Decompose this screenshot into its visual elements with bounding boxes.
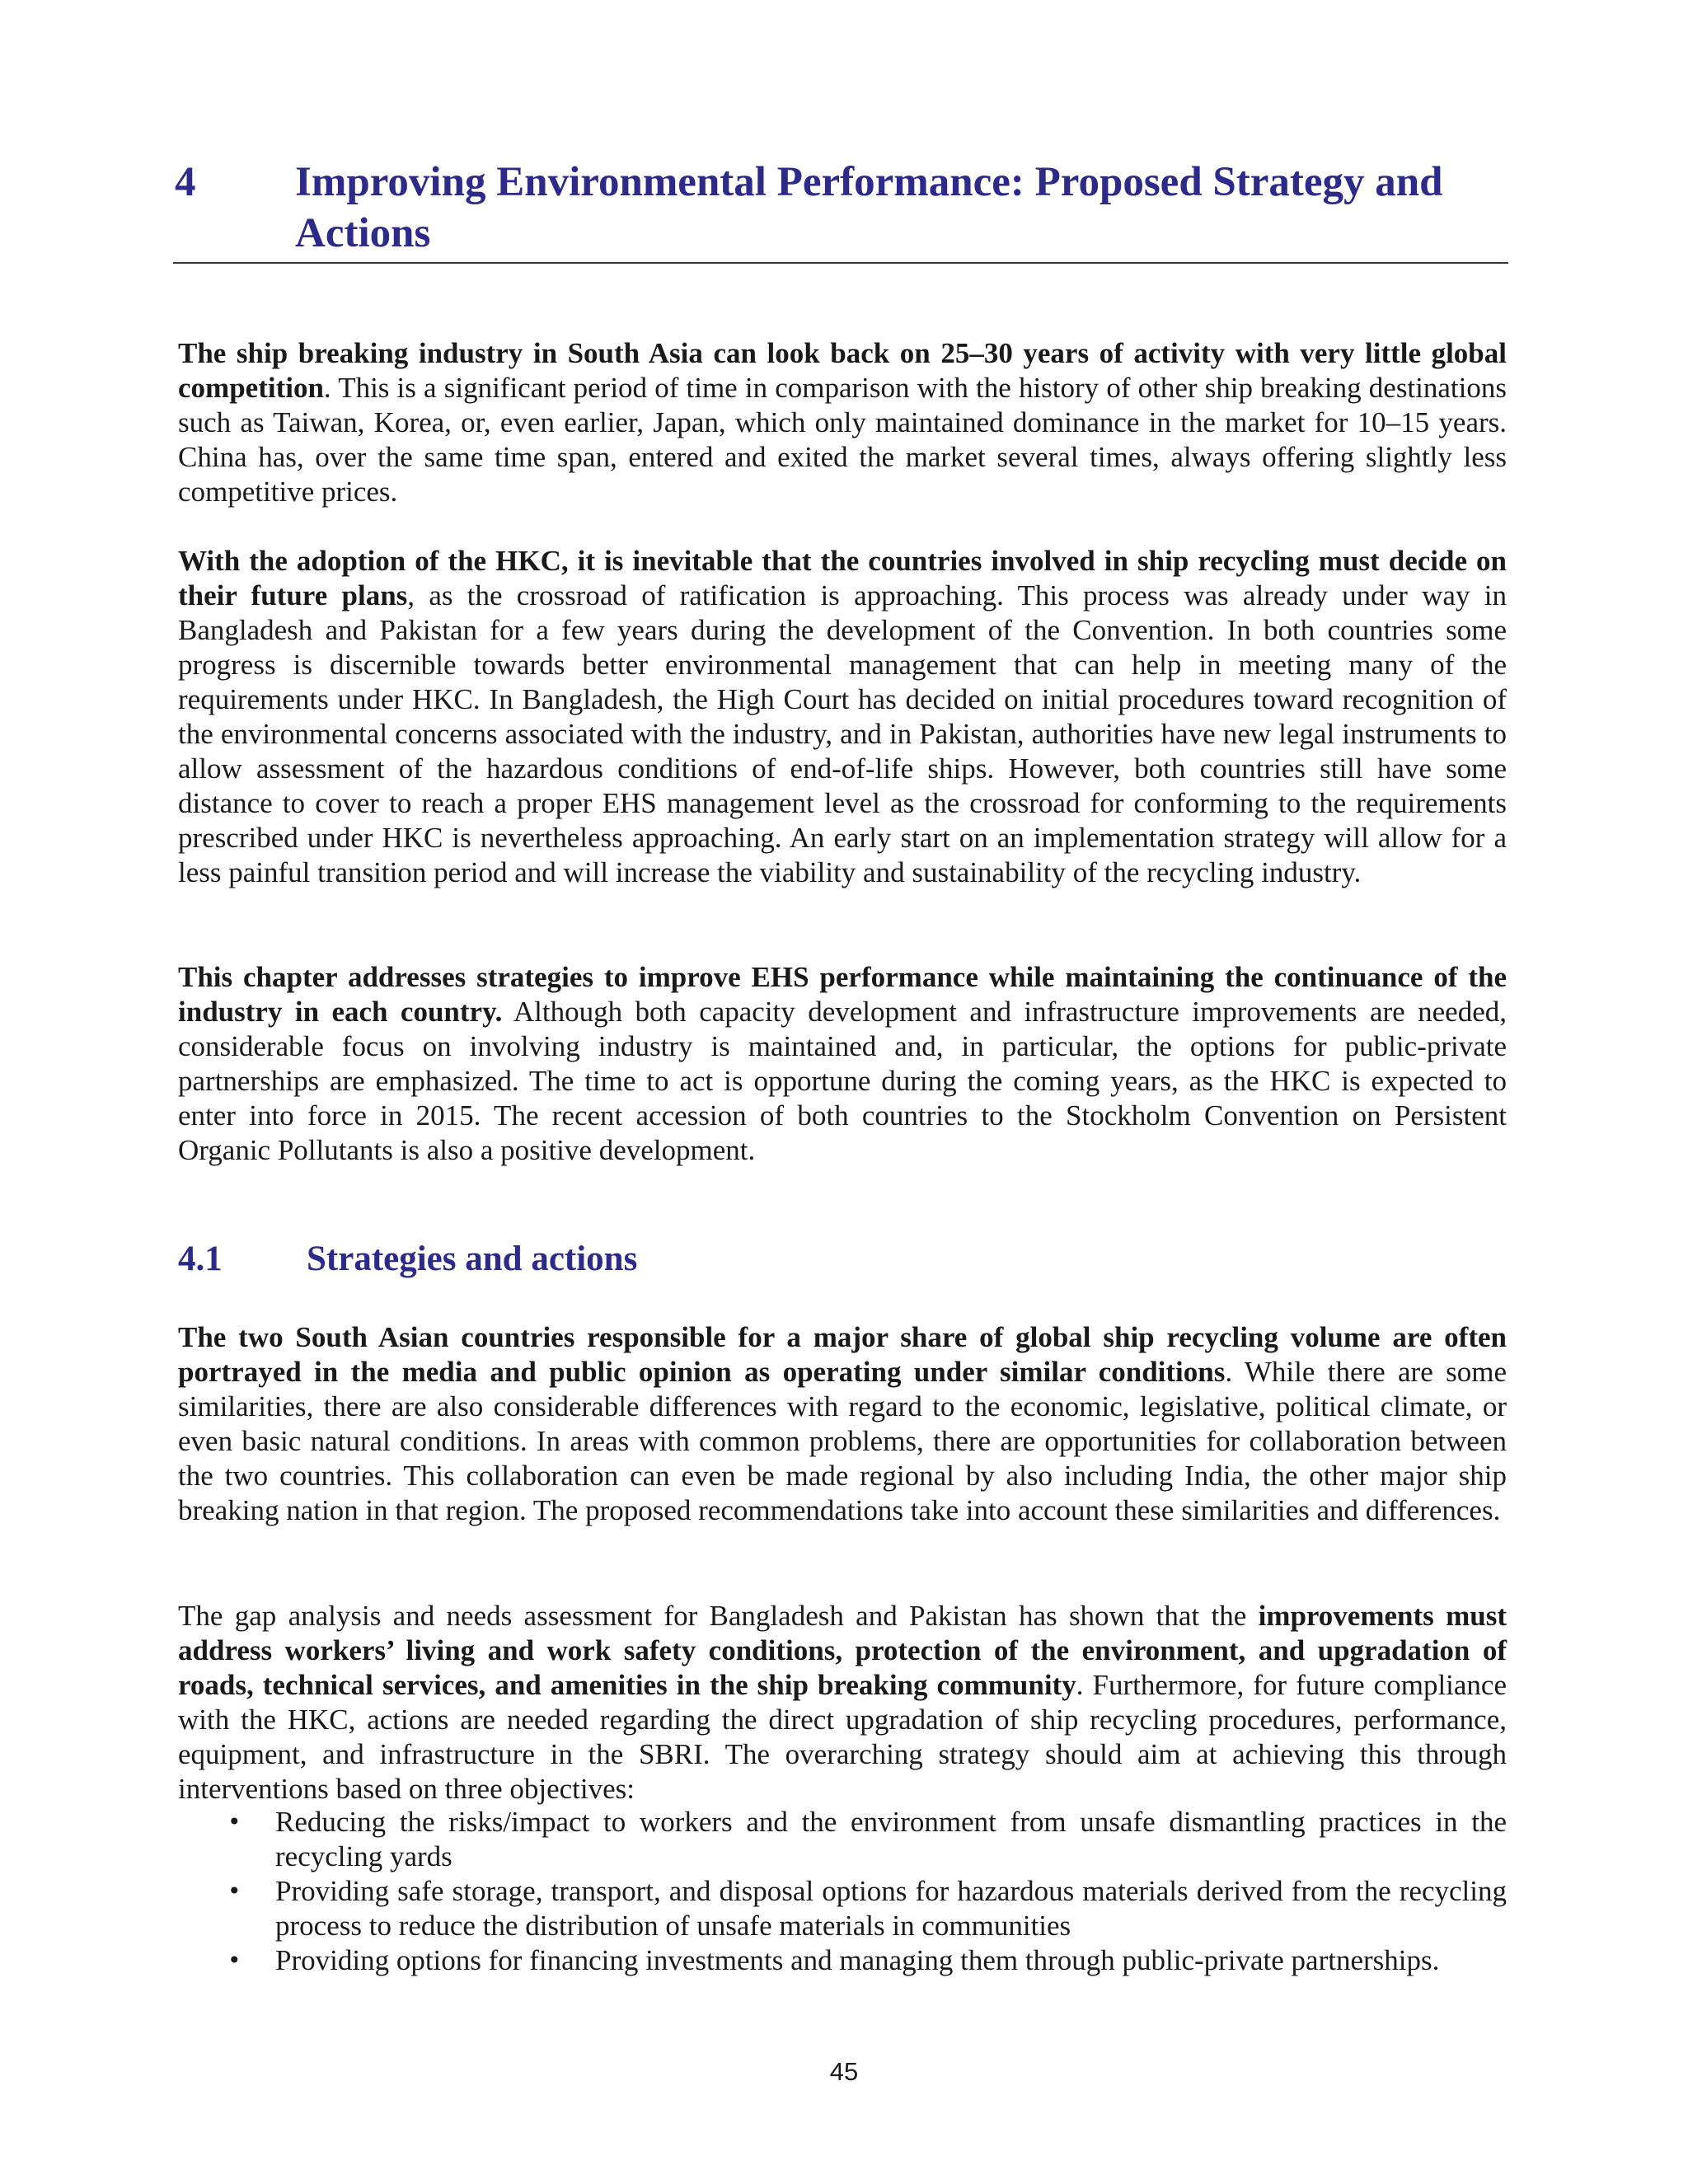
paragraph-body: Although both capacity development and infrastructure improvements are needed, considerable focus on involving industry is maintained and, in particular, the options for public-private partnerships are emphasized. The time to act is opportune during the coming years, as the HKC is expected to enter into force in 2015. The recent accession of both countries to the Stockholm Convention on Persistent Organic Pollutants is also a positive development. [178, 996, 1507, 1166]
paragraph-hkc-adoption [178, 544, 1507, 890]
paragraph-bold: improvements must address workers’ living and work safety conditions, protection of the environment, and upgradation of roads, technical services, and amenities in the ship breaking community [178, 1600, 1507, 1701]
chapter-heading-rule [173, 262, 1508, 264]
paragraph-body: , as the crossroad of ratification is approaching. This process was already under way in Bangladesh and Pakistan for a few years during the development of the Convention. In both countries some progress is discernible towards better environmental management that can help in meeting many of the requirements under HKC. In Bangladesh, the High Court has decided on initial procedures toward recognition of the environmental concerns associated with the industry, and in Pakistan, authorities have new legal instruments to allow assessment of the hazardous conditions of end-of-life ships. However, both countries still have some distance to cover to reach a proper EHS management level as the crossroad for conforming to the requirements prescribed under HKC is nevertheless approaching. An early start on an implementation strategy will allow for a less painful transition period and will increase the viability and sustainability of the recycling industry. [178, 579, 1507, 888]
list-item-text: Providing options for financing investments and managing them through public-private partnerships. [275, 1944, 1440, 1976]
section-title: Strategies and actions [307, 1240, 638, 1278]
list-item [178, 1874, 1507, 1943]
chapter-title: Improving Environmental Performance: Proposed Strategy and Actions [295, 159, 1443, 256]
paragraph-gap-analysis [178, 1599, 1507, 1807]
paragraph-lead: The gap analysis and needs assessment for Bangladesh and Pakistan has shown that the [178, 1600, 1259, 1632]
chapter-heading [175, 157, 1507, 259]
paragraph-body: . This is a significant period of time in comparison with the history of other ship breaking destinations such as Taiwan, Korea, or, even earlier, Japan, which only maintained dominance in the market for 10–15 years. China has, over the same time span, entered and exited the market several times, always offering slightly less competitive prices. [178, 372, 1507, 508]
paragraph-lead-bold: The two South Asian countries responsible for a major share of global ship recycling volume are often portrayed in the media and public opinion as operating under similar conditions [178, 1321, 1507, 1388]
bullet-icon: • [227, 1947, 241, 1974]
paragraph-lead-bold: This chapter addresses strategies to improve EHS performance while maintaining the continuance of the industry in each country. [178, 961, 1507, 1028]
list-item [178, 1943, 1507, 1978]
objectives-list [178, 1805, 1507, 1978]
paragraph-body: . While there are some similarities, there are also considerable differences with regard to the economic, legislative, political climate, or even basic natural conditions. In areas with common problems, there are opportunities for collaboration between the two countries. This collaboration can even be made regional by also including India, the other major ship breaking nation in that region. The proposed recommendations take into account these similarities and differences. [178, 1356, 1507, 1526]
paragraph-lead-bold: With the adoption of the HKC, it is inevitable that the countries involved in ship recycling must decide on their future plans [178, 545, 1507, 612]
chapter-number: 4 [175, 159, 196, 205]
list-item-text: Providing safe storage, transport, and disposal options for hazardous materials derived from the recycling process to reduce the distribution of unsafe materials in communities [275, 1875, 1507, 1942]
section-number: 4.1 [178, 1240, 223, 1278]
page-number: 45 [829, 2057, 859, 2086]
bullet-icon: • [227, 1808, 241, 1835]
paragraph-country-comparison [178, 1320, 1507, 1528]
bullet-icon: • [227, 1877, 241, 1905]
paragraph-body: . Furthermore, for future compliance with the HKC, actions are needed regarding the direct upgradation of ship recycling procedures, performance, equipment, and infrastructure in the SBRI. The overarching strategy should aim at achieving this through interventions based on three objectives: [178, 1669, 1507, 1805]
list-item [178, 1805, 1507, 1874]
paragraph-chapter-scope [178, 960, 1507, 1168]
paragraph-industry-history [178, 336, 1507, 509]
list-item-text: Reducing the risks/impact to workers and the environment from unsafe dismantling practices in the recycling yards [275, 1806, 1507, 1872]
section-heading [178, 1238, 637, 1281]
paragraph-lead-bold: The ship breaking industry in South Asia can look back on 25–30 years of activity with very little global competition [178, 337, 1507, 404]
